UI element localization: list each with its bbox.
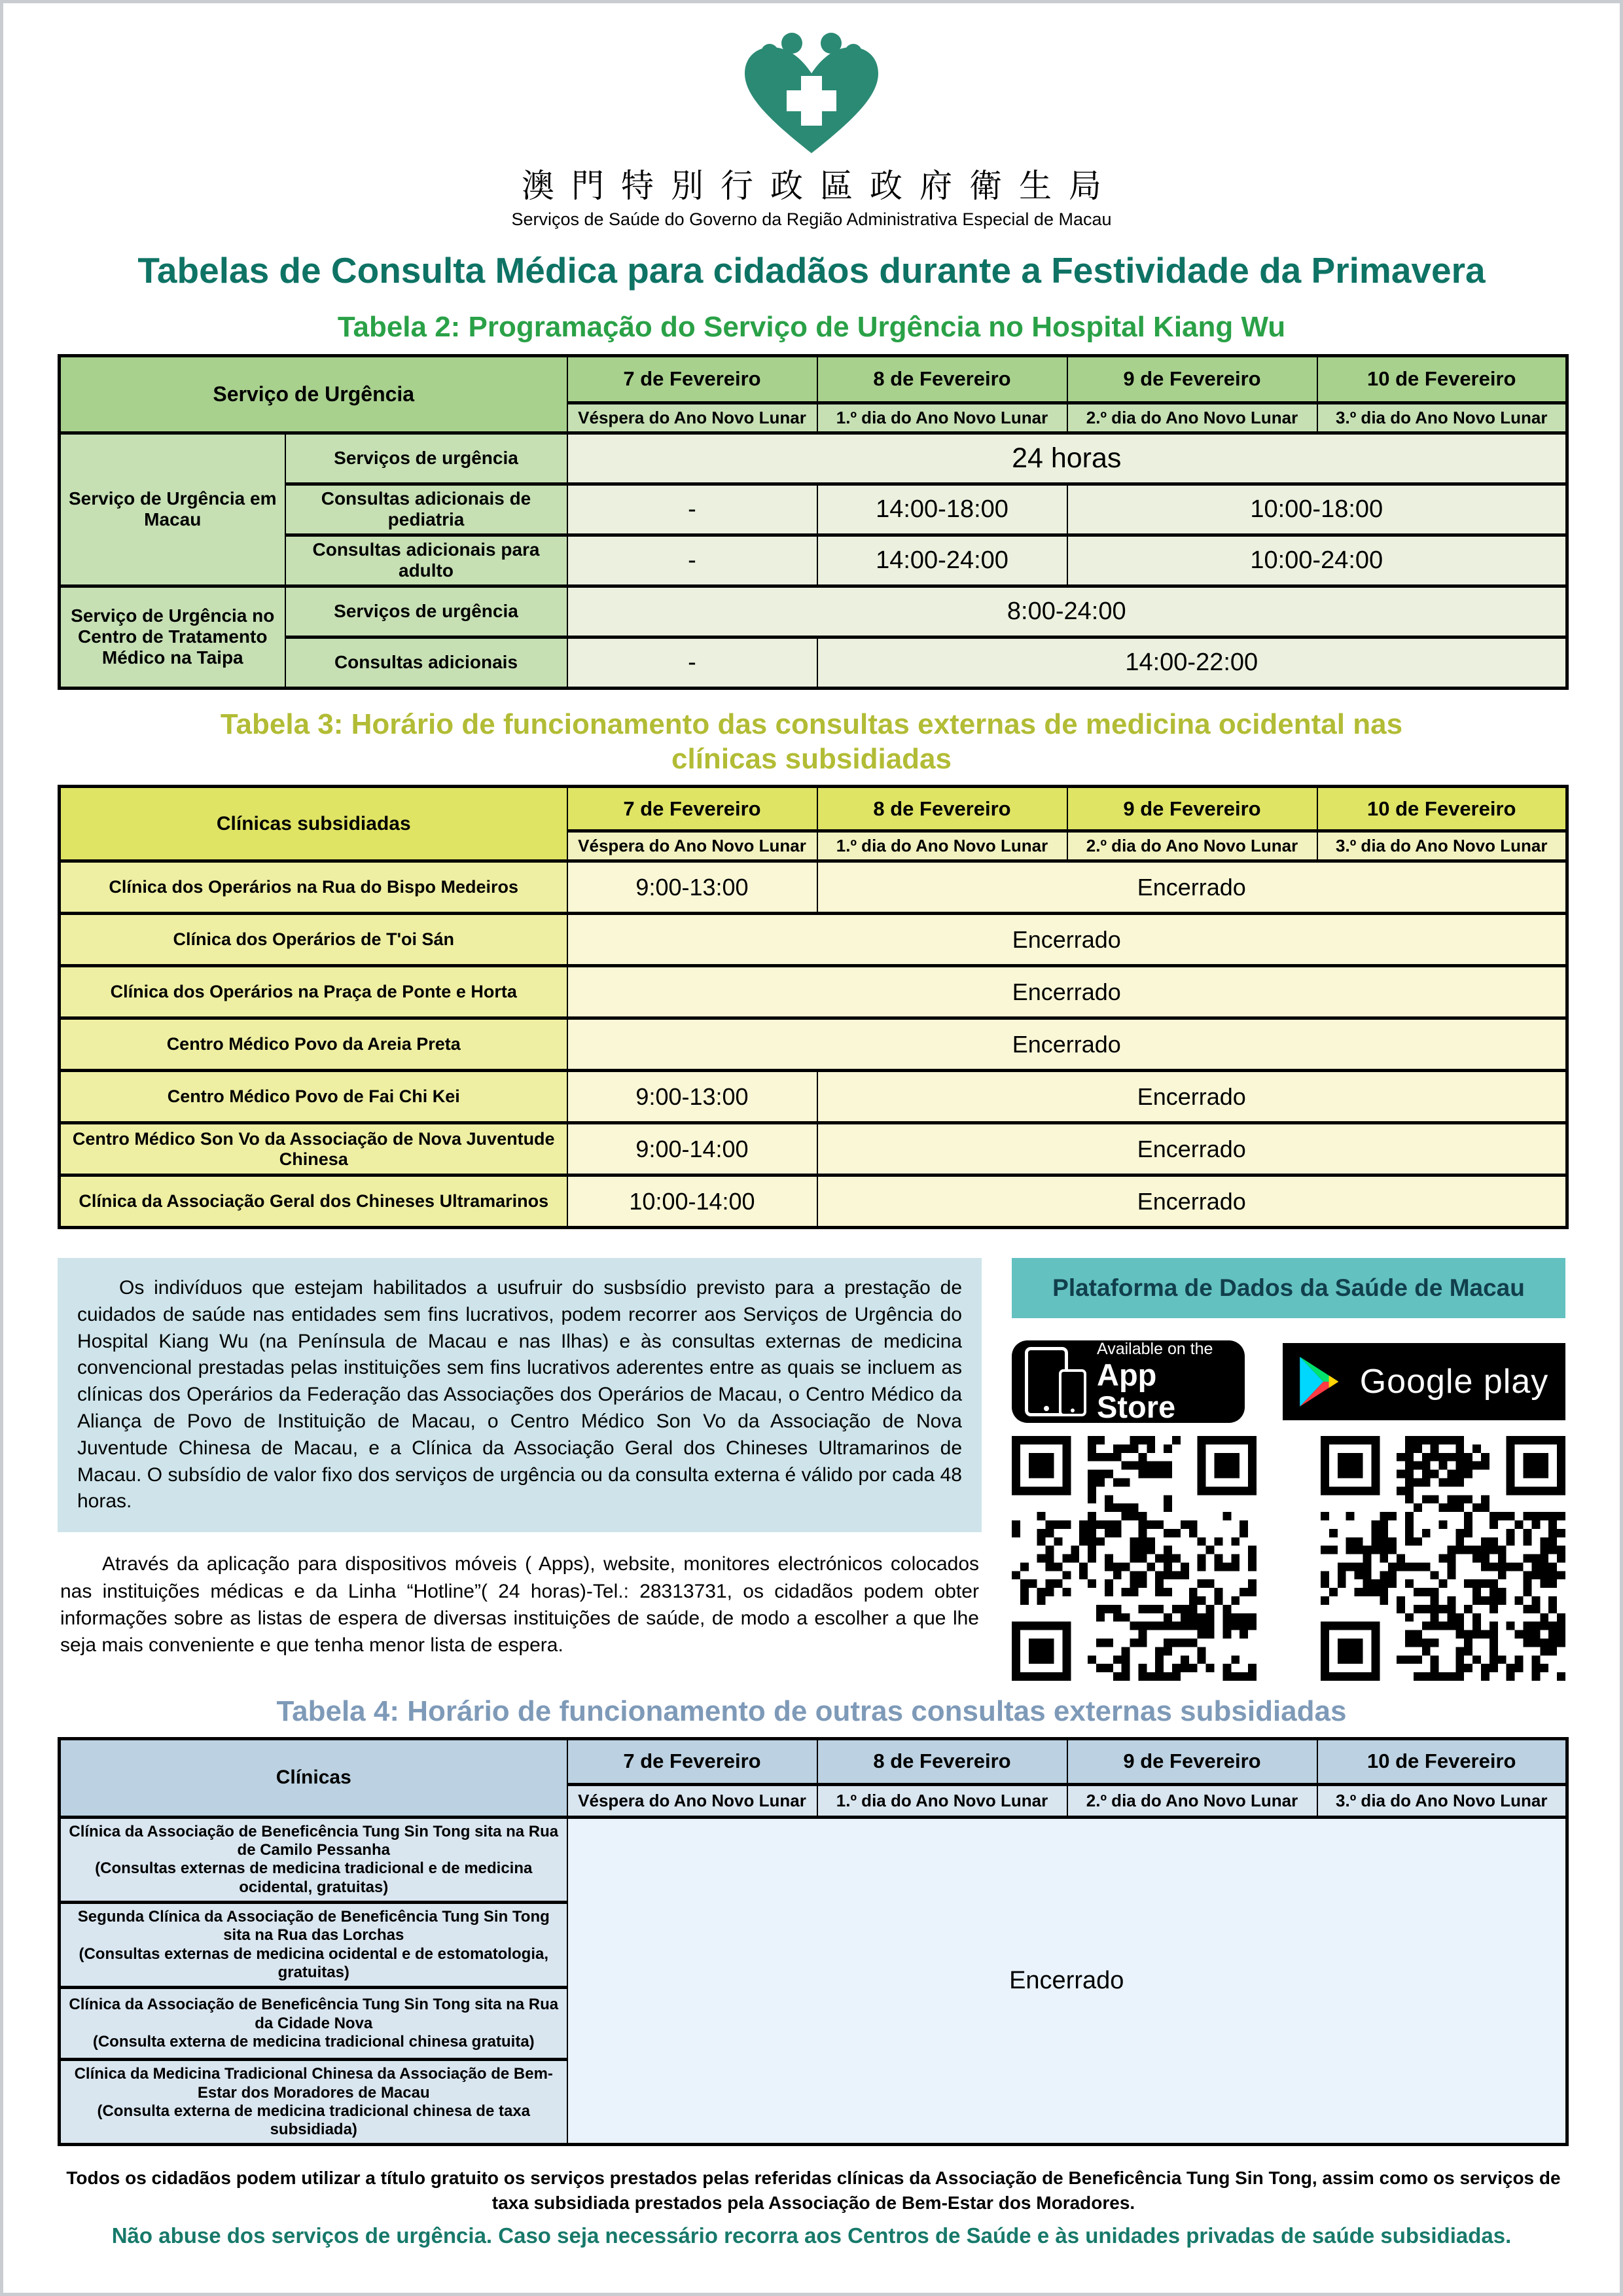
- table-row: [60, 861, 1567, 914]
- schedule-cell: -: [567, 637, 817, 688]
- date-subheader-cell: 3.º dia do Ano Novo Lunar: [1317, 1784, 1567, 1817]
- table-row: [60, 1018, 1567, 1071]
- devices-icon: [1025, 1347, 1086, 1416]
- table-header-row: [60, 787, 1567, 831]
- schedule-cell: Encerrado: [567, 914, 1567, 966]
- platform-banner: Plataforma de Dados da Saúde de Macau: [1012, 1258, 1565, 1318]
- corner-header-cell: Clínicas subsidiadas: [60, 787, 567, 861]
- clinic-name: Centro Médico Povo da Areia Preta: [60, 1018, 567, 1071]
- date-subheader-cell: 2.º dia do Ano Novo Lunar: [1067, 1784, 1317, 1817]
- row-group-label: Serviço de Urgência em Macau: [60, 433, 285, 586]
- schedule-cell: Encerrado: [817, 861, 1567, 914]
- clinic-name: Clínica dos Operários na Rua do Bispo Medeiros: [60, 861, 567, 914]
- date-subheader-cell: 2.º dia do Ano Novo Lunar: [1067, 831, 1317, 861]
- row-label: Consultas adicionais: [285, 637, 567, 688]
- date-subheader-cell: Véspera do Ano Novo Lunar: [567, 831, 817, 861]
- table-header-row: [60, 1738, 1567, 1784]
- org-name-portuguese: Serviços de Saúde do Governo da Região Administrativa Especial de Macau: [511, 209, 1112, 229]
- row-label: Consultas adicionais para adulto: [285, 535, 567, 586]
- platform-column: [1012, 1258, 1565, 1681]
- clinic-name-text: Clínica da Medicina Tradicional Chinesa da Associação de Bem-Estar dos Moradores de Macau: [74, 2065, 553, 2102]
- date-header-cell: 7 de Fevereiro: [567, 787, 817, 831]
- table-row: [60, 1175, 1567, 1228]
- info-text-column: [58, 1258, 982, 1681]
- schedule-cell: 14:00-24:00: [817, 535, 1067, 586]
- date-header-cell: 8 de Fevereiro: [817, 1738, 1067, 1784]
- clinic-name: [60, 2060, 567, 2145]
- clinic-note-text: (Consultas externas de medicina ocidental e de estomatologia, gratuitas): [79, 1945, 549, 1981]
- footer-warning: Não abuse dos serviços de urgência. Caso seja necessário recorra aos Centros de Saúde e às unidades privadas de saúde subsidiadas.: [111, 2223, 1512, 2248]
- qr-code-app-store: [1012, 1436, 1257, 1681]
- date-header-cell: 9 de Fevereiro: [1067, 1738, 1317, 1784]
- schedule-cell: -: [567, 535, 817, 586]
- app-store-badge-line1: Available on the: [1097, 1340, 1213, 1359]
- schedule-cell: 24 horas: [567, 433, 1567, 484]
- date-header-cell: 10 de Fevereiro: [1317, 787, 1567, 831]
- row-label: Serviços de urgência: [285, 586, 567, 637]
- schedule-cell: 8:00-24:00: [567, 586, 1567, 637]
- other-clinics-table: [58, 1737, 1569, 2147]
- date-subheader-cell: Véspera do Ano Novo Lunar: [567, 1784, 817, 1817]
- date-header-cell: 10 de Fevereiro: [1317, 1738, 1567, 1784]
- play-triangle-icon: [1300, 1357, 1344, 1407]
- schedule-cell: 9:00-13:00: [567, 861, 817, 914]
- table-row: [60, 637, 1567, 688]
- date-header-cell: 10 de Fevereiro: [1317, 355, 1567, 403]
- app-store-badge: [1012, 1340, 1245, 1423]
- date-header-cell: 8 de Fevereiro: [817, 787, 1067, 831]
- footer-note: Todos os cidadãos podem utilizar a título gratuito os serviços prestados pelas referidas clínicas da Associação de Beneficência Tung Sin Tong, assim como os serviços de taxa subsidiada prestados pela Associação de Bem-Estar dos Moradores.: [66, 2168, 1561, 2214]
- page-title: Tabelas de Consulta Médica para cidadãos durante a Festividade da Primavera: [137, 250, 1486, 291]
- clinic-name: Centro Médico Son Vo da Associação de Nova Juventude Chinesa: [60, 1123, 567, 1175]
- schedule-cell: 10:00-18:00: [1067, 484, 1567, 535]
- table-row: [60, 586, 1567, 637]
- date-header-cell: 7 de Fevereiro: [567, 355, 817, 403]
- corner-header-cell: Clínicas: [60, 1738, 567, 1817]
- app-store-badge-line2: App Store: [1097, 1357, 1176, 1425]
- health-bureau-logo-icon: [726, 33, 897, 156]
- schedule-cell: -: [567, 484, 817, 535]
- schedule-cell: Encerrado: [817, 1123, 1567, 1175]
- date-header-cell: 8 de Fevereiro: [817, 355, 1067, 403]
- schedule-cell: 9:00-13:00: [567, 1071, 817, 1123]
- table2-title: Tabela 2: Programação do Serviço de Urgência no Hospital Kiang Wu: [337, 311, 1286, 343]
- date-subheader-cell: 2.º dia do Ano Novo Lunar: [1067, 403, 1317, 433]
- subsidy-paragraph: Os indivíduos que estejam habilitados a usufruir do susbsídio previsto para a prestação de cuidados de saúde nas entidades sem fins lucrativos, podem recorrer aos Serviços de Urgência do Hospital Kiang Wu (na Península de Macau e nas Ilhas) e às consultas externas de medicina convencional prestadas pelas instituições sem fins lucrativos aderentes entre as quais se incluem as clínicas dos Operários da Federação das Associações dos Operários de Macau, o Centro Médico da Aliança de Povo de Instituição de Macau, o Centro Médico Son Vo da Associação de Nova Juventude Chinesa de Macau, e a Clínica da Associação Geral dos Chineses Ultramarinos de Macau. O subsídio de valor fixo dos serviços de urgência ou da consulta externa é válido por cada 48 horas.: [77, 1277, 962, 1513]
- table-row: [60, 433, 1567, 484]
- google-play-badge-label: Google play: [1359, 1363, 1549, 1401]
- corner-header-cell: Serviço de Urgência: [60, 355, 567, 433]
- schedule-cell: Encerrado: [567, 1817, 1567, 2145]
- clinic-name-text: Segunda Clínica da Associação de Beneficência Tung Sin Tong sita na Rua das Lorchas: [77, 1907, 550, 1945]
- schedule-cell: Encerrado: [567, 966, 1567, 1018]
- table3-title-line2: clínicas subsidiadas: [671, 743, 952, 776]
- western-clinics-table: [58, 785, 1569, 1229]
- clinic-name: Clínica dos Operários na Praça de Ponte e Horta: [60, 966, 567, 1018]
- date-header-cell: 7 de Fevereiro: [567, 1738, 817, 1784]
- table-row: [60, 484, 1567, 535]
- clinic-name: [60, 1817, 567, 1902]
- store-badges: [1012, 1340, 1565, 1423]
- urgency-schedule-table: [58, 354, 1569, 690]
- date-subheader-cell: 3.º dia do Ano Novo Lunar: [1317, 831, 1567, 861]
- date-header-cell: 9 de Fevereiro: [1067, 787, 1317, 831]
- clinic-name-text: Clínica da Associação de Beneficência Tung Sin Tong sita na Rua da Cidade Nova: [69, 1996, 559, 2032]
- clinic-note-text: (Consulta externa de medicina tradicional chinesa gratuita): [92, 2032, 535, 2051]
- subsidy-info-box: [58, 1258, 982, 1532]
- table-row: [60, 1817, 1567, 1902]
- info-section: [58, 1258, 1565, 1681]
- table-header-row: [60, 355, 1567, 403]
- schedule-cell: 9:00-14:00: [567, 1123, 817, 1175]
- schedule-cell: Encerrado: [817, 1071, 1567, 1123]
- clinic-note-text: (Consulta externa de medicina tradicional chinesa de taxa subsidiada): [97, 2102, 531, 2139]
- clinic-name-text: Clínica da Associação de Beneficência Tung Sin Tong sita na Rua de Camilo Pessanha: [69, 1822, 559, 1859]
- table3-title-line1: Tabela 3: Horário de funcionamento das consultas externas de medicina ocidental nas: [220, 708, 1403, 740]
- table-row: [60, 1071, 1567, 1123]
- schedule-cell: 14:00-22:00: [817, 637, 1567, 688]
- table-row: [60, 535, 1567, 586]
- schedule-cell: 10:00-14:00: [567, 1175, 817, 1228]
- row-label: Serviços de urgência: [285, 433, 567, 484]
- clinic-name: [60, 1902, 567, 1987]
- schedule-cell: Encerrado: [567, 1018, 1567, 1071]
- date-subheader-cell: 1.º dia do Ano Novo Lunar: [817, 831, 1067, 861]
- schedule-cell: Encerrado: [817, 1175, 1567, 1228]
- clinic-name: [60, 1988, 567, 2060]
- clinic-name: Clínica dos Operários de T'oi Sán: [60, 914, 567, 966]
- date-subheader-cell: 1.º dia do Ano Novo Lunar: [817, 403, 1067, 433]
- row-label: Consultas adicionais de pediatria: [285, 484, 567, 535]
- date-header-cell: 9 de Fevereiro: [1067, 355, 1317, 403]
- clinic-name: Clínica da Associação Geral dos Chineses Ultramarinos: [60, 1175, 567, 1228]
- qr-codes: [1012, 1436, 1565, 1681]
- app-info-paragraph: Através da aplicação para dispositivos móveis ( Apps), website, monitores electrónicos colocados nas instituições médicas e da Linha “Hotline”( 24 horas)-Tel.: 28313731, os cidadãos podem obter informações sobre as listas de espera de diversas instituições de saúde, de modo a escolher a que lhe seja mais conveniente e que tenha menor lista de espera.: [60, 1553, 979, 1657]
- date-subheader-cell: Véspera do Ano Novo Lunar: [567, 403, 817, 433]
- org-name-chinese: 澳門特別行政區政府衛生局: [522, 168, 1118, 204]
- table-row: [60, 966, 1567, 1018]
- clinic-name: Centro Médico Povo de Fai Chi Kei: [60, 1071, 567, 1123]
- schedule-cell: 14:00-18:00: [817, 484, 1067, 535]
- google-play-badge: [1283, 1343, 1565, 1420]
- date-subheader-cell: 1.º dia do Ano Novo Lunar: [817, 1784, 1067, 1817]
- table3-title: [58, 707, 1565, 777]
- qr-code-google-play: [1321, 1436, 1565, 1681]
- clinic-note-text: (Consultas externas de medicina tradicional e de medicina ocidental, gratuitas): [95, 1859, 533, 1896]
- row-group-label: Serviço de Urgência no Centro de Tratamento Médico na Taipa: [60, 586, 285, 688]
- app-store-badge-text: [1097, 1340, 1232, 1423]
- date-subheader-cell: 3.º dia do Ano Novo Lunar: [1317, 403, 1567, 433]
- table-row: [60, 1123, 1567, 1175]
- table4-title: Tabela 4: Horário de funcionamento de outras consultas externas subsidiadas: [276, 1695, 1347, 1728]
- table-row: [60, 914, 1567, 966]
- schedule-cell: 10:00-24:00: [1067, 535, 1567, 586]
- header: [58, 33, 1565, 230]
